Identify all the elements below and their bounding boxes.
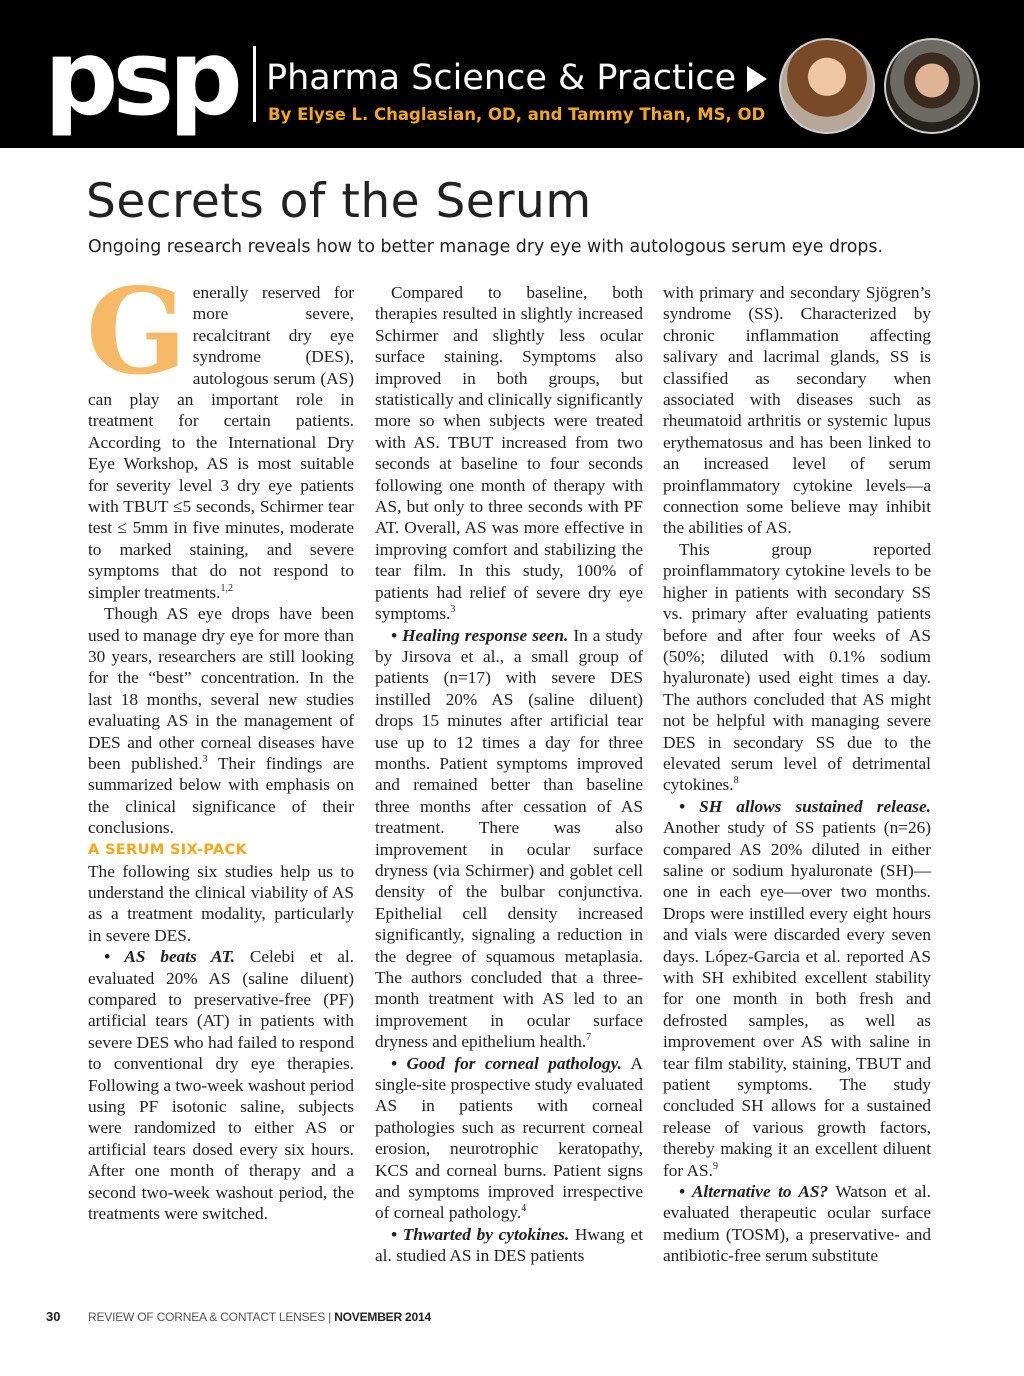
bullet-item: [375, 1053, 643, 1224]
publication-name: REVIEW OF CORNEA & CONTACT LENSES |: [88, 1310, 335, 1324]
paragraph-text: Though AS eye drops have been used to manage dry eye for more than 30 years, researchers are still looking for the “best” concentration. In the last 18 months, several new studies evaluating AS in the management of DES and other corneal diseases have been published.: [88, 604, 354, 773]
running-footer: [88, 1310, 431, 1324]
department-header: [0, 0, 1024, 148]
bullet-text: In a study by Jirsova et al., a small group of patients (n=17) with severe DES instilled 20% AS (saline diluent) drops 15 minutes after artificial tear use up to 12 times a day for three months. Patient symptoms improved and remained better than baseline three months after cessation of AS treatment. There was also improvement in ocular surface dryness (via Schirmer) and goblet cell density of the bulbar conjunctiva. Epithelial cell density increased significantly, signaling a reduction in the degree of squamous metaplasia. The authors concluded that a three-month treatment with AS led to an improvement in ocular surface dryness and epithelium health.: [375, 625, 643, 1052]
footnote-ref: 9: [712, 1160, 718, 1172]
paragraph: [375, 282, 643, 625]
header-divider: [253, 46, 256, 122]
paragraph-text: Compared to baseline, both therapies resulted in slightly increased Schirmer and slightly less ocular surface staining. Symptoms also improved in both groups, but statistically and clinically significantly more so when subjects were treated with AS. TBUT increased from two seconds at baseline to four seconds following one month of therapy with AS, but only to three seconds with PF AT. Overall, AS was more effective in improving comfort and stabilizing the tear film. In this study, 100% of patients had relief of severe dry eye symptoms.: [375, 283, 643, 624]
intro-text: enerally reserved for more severe, recalcitrant dry eye syndrome (DES), autologous serum (AS) can play an important role in treatment for certain patients. According to the International Dry Eye Workshop, AS is most suitable for severity level 3 dry eye patients with TBUT ≤5 seconds, Schirmer tear test ≤ 5mm in five minutes, moderate to marked staining, and severe symptoms that do not respond to simpler treatments.: [88, 283, 354, 602]
bullet-label: • SH allows sustained release.: [679, 796, 931, 816]
bullet-label: • Thwarted by cytokines.: [391, 1224, 570, 1244]
bullet-item: [375, 1224, 643, 1267]
bullet-item: [663, 796, 931, 1181]
section-heading: A SERUM SIX-PACK: [88, 840, 248, 858]
footnote-ref: 3: [202, 754, 208, 766]
paragraph-text: This group reported proinflammatory cytokine levels to be higher in patients with secondary SS vs. primary after evaluating patients before and after four weeks of AS (50%; diluted with 0.1% sodium hyaluronate) used eight times a day. The authors concluded that AS might not be helpful with managing severe DES in secondary SS due to the elevated serum level of detrimental cytokines.: [663, 539, 931, 795]
author-photo-than: [884, 38, 980, 134]
footnote-ref: 3: [450, 604, 456, 616]
footnote-ref: 1,2: [220, 582, 233, 594]
drop-cap: G: [86, 262, 187, 401]
department-title: Pharma Science & Practice: [266, 58, 737, 98]
bullet-text: A single-site prospective study evaluated AS in patients with corneal pathologies such as recurrent corneal erosion, neurotrophic keratopathy, KCS and corneal burns. Patient signs and symptoms improved irrespective of corneal pathology.: [375, 1053, 643, 1223]
bullet-text: Hwang et al. studied AS in DES patients: [375, 1224, 643, 1266]
column-1: [86, 262, 355, 1224]
paragraph: [88, 603, 354, 838]
column-2: [375, 282, 643, 1267]
bullet-text: Another study of SS patients (n=26) compared AS 20% diluted in either saline or sodium hyaluronate (SH)—one in each eye—over two months. Drops were instilled every eight hours and vials were discarded every seven days. López-Garcia et al. reported AS with SH exhibited excellent stability for one month in both fresh and defrosted samples, as well as improvement over AS with saline in tear film stability, staining, TBUT and patient symptoms. The study concluded SH allows for a sustained release of various growth factors, thereby making it an excellent diluent for AS.: [663, 818, 931, 1180]
bullet-label: • Healing response seen.: [391, 625, 569, 645]
footnote-ref: 7: [586, 1032, 592, 1044]
bullet-text: Watson et al. evaluated therapeutic ocular surface medium (TOSM), a preservative- and antibiotic-free serum substitute: [663, 1182, 931, 1266]
page-number: 30: [46, 1309, 61, 1324]
article-title: Secrets of the Serum: [86, 174, 592, 229]
intro-paragraph: [86, 262, 354, 603]
article-subtitle: Ongoing research reveals how to better manage dry eye with autologous serum eye drops.: [88, 237, 884, 257]
bullet-item: [88, 946, 354, 1224]
paragraph: [88, 861, 354, 947]
paragraph: [663, 282, 931, 539]
bullet-text: Celebi et al. evaluated 20% AS (saline diluent) compared to preservative-free (PF) artificial tears (AT) in patients with severe DES who had failed to respond to conventional dry eye therapies. Following a two-week washout period using PF isotonic saline, subjects were randomized to either AS or artificial tears dosed every six hours. After one month of therapy and a second two-week washout period, the treatments were switched.: [88, 947, 354, 1224]
paragraph-text: The following six studies help us to understand the clinical viability of AS as a treatment modality, particularly in severe DES.: [88, 861, 354, 945]
bullet-item: [663, 1181, 931, 1267]
author-byline: By Elyse L. Chaglasian, OD, and Tammy Than, MS, OD: [268, 105, 766, 124]
paragraph-text: with primary and secondary Sjögren’s syndrome (SS). Characterized by chronic inflammation affecting salivary and lacrimal glands, SS is classified as secondary when associated with diseases such as rheumatoid arthritis or systemic lupus erythematosus and has been linked to an increased level of serum proinflammatory cytokine levels—a connection some believe may inhibit the abilities of AS.: [663, 283, 931, 538]
footnote-ref: 8: [733, 775, 739, 787]
bullet-label: • Good for corneal pathology.: [391, 1053, 622, 1073]
issue-date: NOVEMBER 2014: [334, 1310, 431, 1324]
paragraph-text: Their findings are summarized below with emphasis on the clinical significance of their conclusions.: [88, 753, 355, 838]
bullet-label: • Alternative to AS?: [679, 1182, 829, 1202]
column-3: [663, 282, 931, 1267]
footnote-ref: 4: [521, 1203, 527, 1215]
play-arrow-icon: [747, 66, 767, 92]
psp-logo: psp: [44, 17, 237, 139]
bullet-label: • AS beats AT.: [104, 947, 235, 967]
author-photo-chaglasian: [779, 38, 875, 134]
bullet-item: [375, 625, 643, 1053]
paragraph: [663, 539, 931, 796]
